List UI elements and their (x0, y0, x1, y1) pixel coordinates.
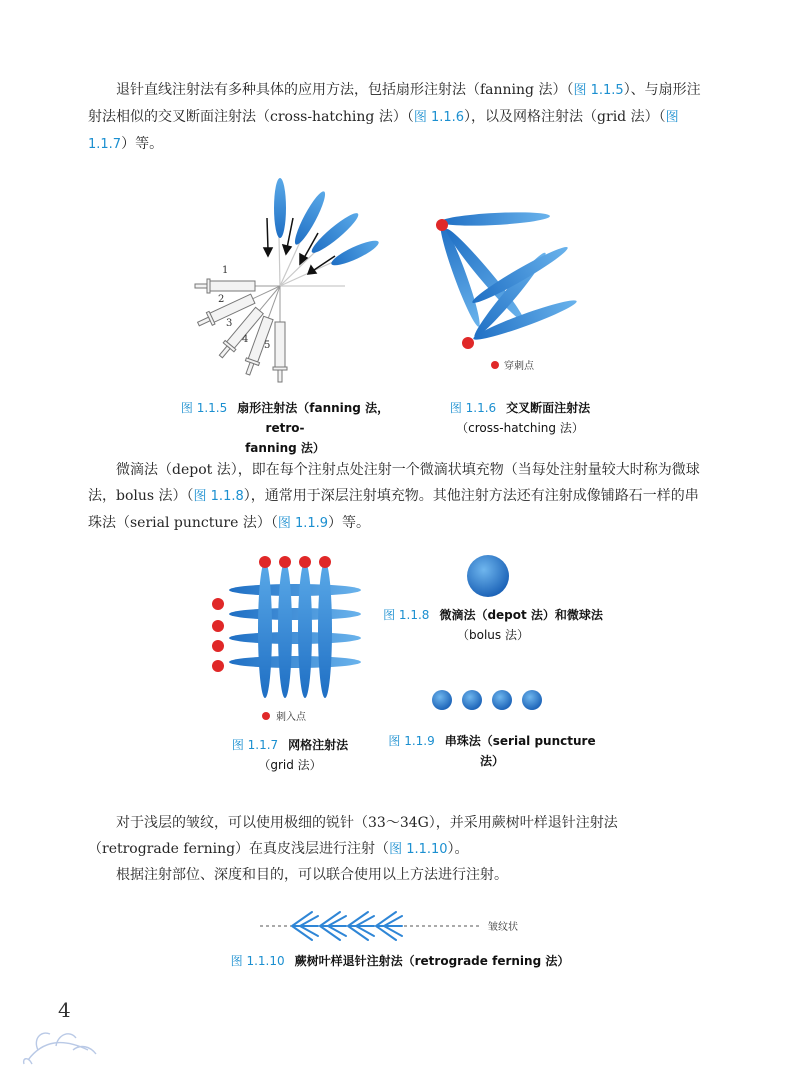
figure-number: 图 1.1.10 (230, 954, 285, 968)
bolus-drop (467, 555, 509, 597)
figure-ref[interactable]: 图 1.1.5 (573, 83, 624, 98)
figure-1-1-10-illustration (260, 906, 540, 946)
figure-1-1-5-illustration (170, 178, 400, 393)
filler-strands (274, 178, 381, 269)
figure-1-1-7-illustration (208, 550, 368, 725)
paragraph-4 (88, 862, 708, 888)
figure-title: （grid 法） (258, 758, 322, 772)
text: 微滴法（depot 法），即在每个注射点处注射一个微滴状填充物（当每处注射量较大时称为微球法，bolus 法）（ (88, 462, 700, 504)
step-label: 5 (264, 340, 271, 351)
figure-1-1-9-illustration (430, 688, 546, 712)
figure-number: 图 1.1.7 (231, 738, 279, 752)
legend-dot (491, 361, 499, 369)
figure-1-1-7-caption (220, 735, 360, 775)
figure-1-1-8-caption (378, 605, 608, 645)
figure-title: 扇形注射法（fanning 法，retro- (237, 401, 390, 435)
figure-ref[interactable]: 图 1.1.8 (193, 489, 244, 504)
figure-number: 图 1.1.5 (180, 401, 228, 415)
figure-ref[interactable]: 图 1.1.9 (277, 516, 329, 531)
paragraph-1 (88, 77, 708, 158)
text: ）等。 (121, 136, 164, 152)
fern-strokes (292, 912, 402, 940)
figure-1-1-6-illustration (430, 205, 600, 375)
paragraph-2 (88, 457, 708, 537)
page-number: 4 (58, 998, 71, 1022)
text: ），以及网格注射法（grid 法）（ (464, 109, 666, 125)
step-label: 2 (218, 294, 225, 305)
figure-1-1-5-caption (165, 398, 405, 458)
figure-number: 图 1.1.9 (388, 734, 435, 748)
legend-label: 皱纹状 (488, 922, 518, 933)
figure-number: 图 1.1.8 (383, 608, 430, 622)
puncture-point (462, 337, 474, 349)
figure-1-1-9-caption (382, 731, 602, 771)
figure-title: （cross-hatching 法） (456, 421, 584, 435)
figure-ref[interactable]: 图 1.1.10 (389, 842, 448, 857)
figure-title: （bolus 法） (457, 628, 529, 642)
figure-title: 蕨树叶样退针注射法（retrograde ferning 法） (294, 954, 570, 968)
puncture-point (436, 219, 448, 231)
filler-strands (436, 210, 579, 344)
figure-number: 图 1.1.6 (449, 401, 497, 415)
serial-drops (432, 690, 542, 710)
step-label: 1 (222, 265, 229, 276)
filler-strands (229, 562, 361, 698)
figure-1-1-8-illustration (465, 553, 511, 599)
text: ）、与扇形注射法相似的交叉断面注射法（cross-hatching 法）（ (88, 82, 701, 125)
text: ），通常用于深层注射填充物。其他注射方法还有注射成像铺路石一样的串珠法（serial puncture 法）（ (88, 488, 699, 531)
paragraph-3 (88, 810, 708, 863)
text: ）。 (447, 841, 469, 857)
step-label: 4 (242, 334, 249, 345)
figure-title: 微滴法（depot 法）和微球法 (439, 608, 603, 622)
figure-ref[interactable]: 图 1.1.7 (88, 110, 679, 152)
text: ）等。 (328, 515, 371, 531)
figure-title: 串珠法（serial puncture 法） (444, 734, 596, 768)
legend-label: 穿刺点 (504, 361, 534, 372)
step-label: 3 (226, 318, 233, 329)
legend-label: 刺入点 (276, 712, 306, 723)
text: 退针直线注射法有多种具体的应用方法，包括扇形注射法（fanning 法）（ (116, 82, 574, 98)
text: 根据注射部位、深度和目的，可以联合使用以上方法进行注射。 (116, 867, 508, 883)
syringes (195, 279, 287, 382)
figure-1-1-10-caption (220, 951, 580, 971)
text: 对于浅层的皱纹，可以使用极细的锐针（33～34G），并采用蕨树叶样退针注射法（retrograde ferning）在真皮浅层进行注射（ (88, 815, 618, 857)
legend-dot (262, 712, 270, 720)
figure-title: 交叉断面注射法 (506, 401, 591, 415)
figure-1-1-6-caption (440, 398, 600, 438)
figure-ref[interactable]: 图 1.1.6 (413, 110, 465, 125)
figure-title: fanning 法） (245, 441, 325, 455)
figure-title: 网格注射法 (288, 738, 349, 752)
